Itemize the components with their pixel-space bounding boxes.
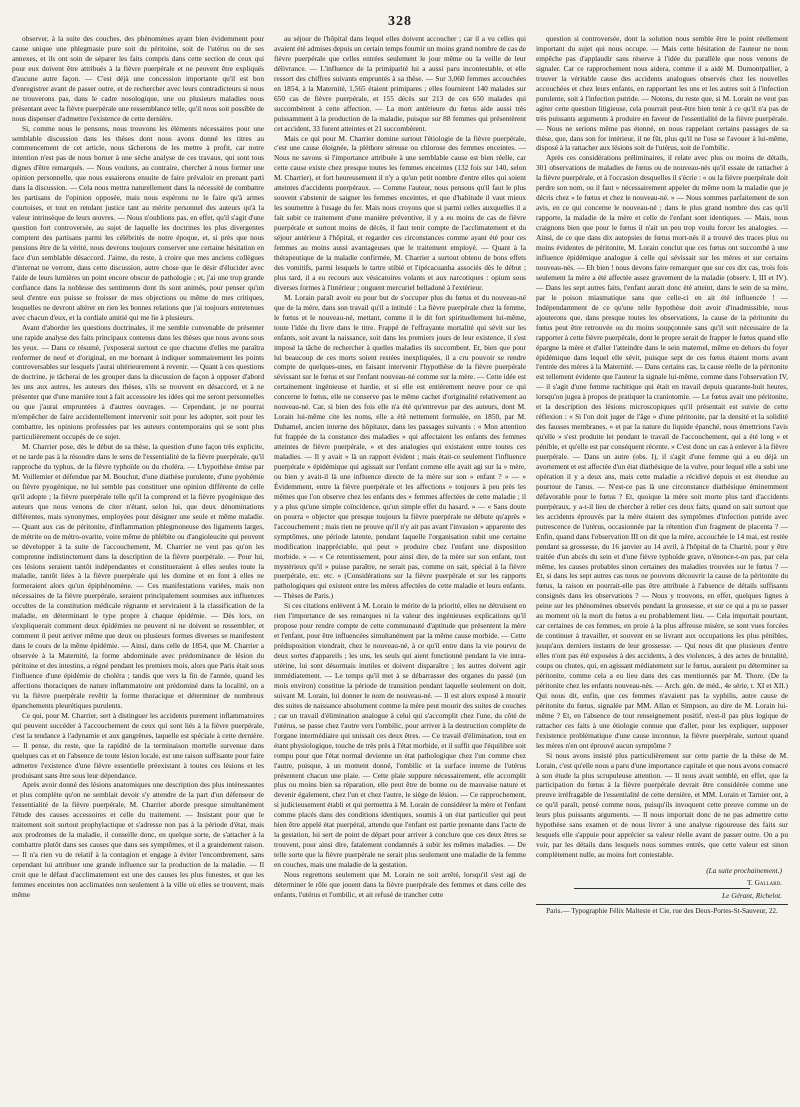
page-number: 328 xyxy=(388,14,412,29)
text-columns xyxy=(12,34,788,1102)
paragraph: Si nous avons insisté plus particulièrement sur cette partie de la thèse de M. Lorain, c'est qu'elle nous a paru d'une importance capitale et que nous avons consacré à son étude la plus scrupuleuse attention. — Il nous avait semblé, en effet, que la participation du fœtus à la fièvre puerpérale devrait être considérée comme une preuve irréfragable de l'essentialité de cette dernière, et MM. Lorain et Tarnier ont, à ce qu'il paraît, pensé comme nous, puisqu'ils invoquent cette preuve comme un de leurs plus puissants arguments. — Il nous importait donc de ne pas admettre cette hypothèse sans examen et de nous livrer à une analyse rigoureuse des faits sur lesquels elle s'appuie pour apprécier sa valeur réelle avant de passer outre. On a pu voir, par les détails dans lesquels nous sommes entrés, que cette valeur est sinon complètement nulle, au moins fort contestable. xyxy=(536,750,788,860)
paragraph: Si, comme nous le pensons, nous trouvons les éléments nécessaires pour une semblable discussion dans les thèses dont nous avons donné les titres au commencement de cet article, nous tâcherons de les mettre à profit, car notre intention n'est pas de nous borner à une sèche analyse de ces travaux, qui sont tous dignes d'être remarqués. — Nous voulons, au contraire, chercher à nous former une opinion personnelle, que nous essaierons ensuite de faire prévaloir en prenant parti dans la discussion. — Cela nous mettra naturellement dans la nécessité de combattre les partisans de l'opinion opposée, mais nous espérons ne le faire qu'à armes courtoises, et tout en rendant justice tant au mérite personnel des auteurs qu'à la valeur intrinsèque de leurs œuvres. — Nous n'oublions pas, en effet, qu'il s'agit d'une question fort controversée, au sujet de laquelle les doctrines les plus divergentes comptent des partisans parmi les célébrités de notre époque, et, si près que nous pensions être de la vérité, nous devrons toujours conserver une certaine hésitation en face d'un semblable désaccord. J'aime, du reste, à croire que mes anciens collègues d'internat ne verront, dans cette discussion, autre chose que le désir d'élucider avec l'aide de leurs lumières un point encore obscur de pathologie ; et, j'ai une trop grande confiance dans la noblesse des sentiments dont ils sont animés, pour penser qu'un seul d'entre eux puisse se froisser de mes objections ou même de mes critiques, lesquelles ne devront altérer en rien les bonnes relations que j'ai toujours entretenues avec chacun d'eux, et la cordiale amitié qui me lie à plusieurs. xyxy=(12,123,264,322)
printer-imprint: Paris.— Typographie Félix Malteste et Cie, rue des Deux-Portes-St-Sauveur, 22. xyxy=(536,904,788,917)
paragraph: Mais ce qui pour M. Charrier domine surtout l'étiologie de la fièvre puerpérale, c'est une cause éloignée, la pléthore séreuse ou chlorose des femmes enceintes. — Nous ne savons si l'importance attribuée à une semblable cause est bien réelle, car cette cause existe chez presque toutes les femmes enceintes (132 fois sur 140, selon M. Charrier), et fort heureusement il n'y a qu'un petit nombre d'entre elles qui soient atteintes d'accidents puerpéraux. — Comme l'auteur, nous pensons qu'il faut le plus souvent s'abstenir de saigner les femmes enceintes, et que d'habitude il vaut mieux les soumettre à l'usage du fer. Mais nous croyons que si parmi celles auxquelles il a fait subir ce traitement d'une manière préventive, il y a eu moins de cas de fièvre puerpérale et surtout moins de décès, il faut tenir compte de l'acclimatement et du séjour antérieur à l'hôpital, et regarder ces circonstances comme ayant été pour ces femmes au moins aussi avantageuses que le traitement employé. — Quant à la thérapeutique de la maladie confirmée, M. Charrier a surtout obtenu de bons effets des vomitifs, parmi lesquels le tartre stibié et l'ipécacuanha associés dès le début ; plus tard, il a eu recours aux vésicatoires volants et aux narcotiques : opium sous diverses formes à l'intérieur ; onguent mercuriel belladoné à l'extérieur. xyxy=(274,133,526,292)
article-footer xyxy=(536,866,788,917)
paragraph: observer, à la suite des couches, des phénomènes ayant bien évidemment pour cause unique une phlegmasie pure soit du péritoine, soit de l'utérus ou de ses annexes, et ils ont soin de séparer les faits compris dans cette section de ceux qui pour eux doivent être attribués à la fièvre puerpérale et ne peuvent être expliqués d'aucune autre façon. — C'est déjà une concession importante qu'il est bon d'enregistrer avant de passer outre, et de rechercher avec leurs contradicteurs si nous ne trouverons pas, dans le cadre nosologique, une ou plusieurs maladies nous présentant avec la fièvre puerpérale une ressemblance telle, qu'il nous soit possible de nous dispenser d'admettre l'existence de cette dernière. xyxy=(12,34,264,123)
paragraph: Avant d'aborder les questions doctrinales, il me semble convenable de présenter une rapide analyse des faits principaux contenus dans les thèses que nous avons sous les yeux. — Dans ce résumé, j'exposerai surtout ce que chacune d'elles me paraîtra renfermer de neuf et d'original, en me bornant à indiquer sommairement les points controversables sur lesquels j'aurai ultérieurement à revenir. — Quant à ces questions de doctrine, je tâcherai de les grouper dans la discussion de façon à opposer d'abord les uns aux autres, les auteurs des thèses, s'ils se trouvent en désaccord, et à ne présenter que d'une manière tout à fait accessoire les idées qui me seront personnelles ou que j'aurai empruntées à d'autres ouvrages. — Cependant, je ne pourrai m'empêcher de faire accidentellement intervenir soit pour les adopter, soit pour les combattre, les opinions professées par les auteurs contemporains qui se sont plus particulièrement occupés de ce sujet. xyxy=(12,322,264,442)
paragraph: Après ces considérations préliminaires, il relate avec plus ou moins de détails, 301 observations de maladies de fœtus ou de nouveau-nés qu'il essaie de rattacher à la fièvre puerpérale, et à l'occasion desquelles il s'écrie : « ou la fièvre puerpérale doit perdre son nom, ou il faut » nécessairement appeler du même nom la maladie que je décris chez » le fœtus et chez le nouveau-né. » — Nous sommes parfaitement de son avis, en ce qui concerne le nouveau-né ; dans le plus grand nombre des cas qu'il rapporte, la maladie de la mère et celle de l'enfant sont identiques. — Mais, nous craignons bien que pour le fœtus il n'ait un peu trop voulu forcer les analogies. — Ainsi, de ce que dans dix autopsies de fœtus mort-nés il a trouvé des traces plus ou moins évidentes de péritonite, M. Lorain conclut que ces fœtus ont succombé à une influence épidémique analogue à celle qui sévissait sur les mères et sur certains nouveau-nés. — Eh bien ! nous devons faire remarquer que sur ces dix cas, trois fois seulement la mère a été affectée assez gravement de la maladie (observ. I, III et IV). — Dans les sept autres faits, l'enfant aurait donc été atteint, dans le sein de sa mère, par le poison miasmatique sans que celle-ci en ait été influencée ! — Indépendamment de ce qu'une telle hypothèse doit avoir d'inadmissible, nous ajouterons que, dans presque toutes les observations, la cause de la péritonite du fœtus peut être retrouvée ou du moins soupçonnée sans qu'il soit nécessaire de la rapporter à cette fièvre puerpérale, dont le propre serait de frapper le fœtus quand elle épargne la mère et d'aller l'atteindre dans le sein maternel, même en dehors du foyer épidémique dans lequel elle sévit, puisque sept de ces fœtus étaient morts avant l'entrée des mères à la Maternité. — Dans certains cas, la cause réelle de la péritonite est tellement évidente que l'auteur la signale lui-même, comme dans l'observation IV, — il s'agit d'une femme rachitique qui était en travail depuis quarante-huit heures, lorsqu'on jugea à propos de pratiquer la craniotomie. — Le fœtus avait une péritonite, et la description des lésions microscopiques qu'il présentait est suivie de cette réflexion : « Si l'on doit juger de l'âge » d'une péritonite, par la densité et la solidité des fausses membranes, » et par la nature du liquide épanché, nous émettrions l'avis qu'elle » s'est produite lei pendant le travail de l'accouchement, qui a été long » et pénible, et qu'elle est par conséquent récente. » C'est donc un cas à enlever à la fièvre puerpérale. — Dans un autre (obs. I), il s'agit d'une femme qui a eu déjà un avortement et est affectée d'un état diathésique de la vulve, pour lequel elle a subi une opération il y a deux ans, mais cette maladie a récidivé depuis et est étendue au pourtour de l'anus. — N'est-ce pas là une circonstance diathésique éminemment défavorable pour le fœtus ? Et, quoique la mère soit morte plus tard d'accidents puerpéraux, y a-t-il lieu de chercher à relier ces deux faits, quand on sait surtout que les accidents éprouvés par la mère étaient des symptômes d'infection putride avec putrescence de l'utérus, occasionnée par la rétention d'un fragment de placenta ? — Enfin, quand dans l'observation III on dit que la mère, accouchée le 14 mai, est restée pendant sa grossesse, du 16 janvier au 14 avril, à l'hôpital de la Charité, pour y être traitée d'un abcès du sein et d'une fièvre typhoïde grave, n'énonce-t-on pas, par cela même, les causes probables sinon certaines des maladies trouvées sur le fœtus ? — Et, si dans les sept autres cas nous ne pouvons découvrir la cause de la péritonite du fœtus, la raison en pourrait-elle pas être attribuée à l'absence de détails suffisants consignés dans les observations ? — Nous y trouvons, en effet, quelques lignes à peine sur les phénomènes observés pendant la grossesse, et sur ce qui a pu se passer au moment où la mort du fœtus a eu probablement lieu. — Cela importait pourtant, car certaines de ces femmes, en proie à la plus affreuse misère, se sont vues forcées de continuer à travailler, et souvent en se livrant aux occupations les plus pénibles, jusqu'aux derniers instants de leur grossesse. — Qui nous dit que plusieurs d'entre elles n'ont pas été exposées à des accidents, à des violences, à des actes de brutalité, coups ou chutes, qui, en agissant médiatement sur le fœtus, auraient pu déterminer sa péritonite, comme cela a eu lieu dans des cas mentionnés par M. Thore. (De la péritonite chez les enfants nouveau-nés. — Arch. gén. de méd., 4e série, t. XI et XII.) Qui nous dit, enfin, que ces femmes n'avaient pas la syphilis, autre cause de péritonite du fœtus, signalée par MM. Allan et Simpson, au dire de M. Lorain lui-même ? Et, en l'absence de tout renseignement positif, n'est-il pas plus logique de rattacher ces faits à une étiologie connue que d'aller, pour les expliquer, supposer l'existence problématique d'une cause inconnue, la fièvre puerpérale, surtout quand les mères n'en ont éprouvé aucun symptôme ? xyxy=(536,153,788,750)
divider xyxy=(574,888,750,889)
paragraph: au séjour de l'hôpital dans lequel elles doivent accoucher ; car il a vu celles qui avaient été admises depuis un certain temps fournir un moins grand nombre de cas de fièvre puerpérale que celles entrées seulement le jour même ou la veille de leur délivrance. — L'influence de la primiparité lui a aussi paru incontestable, et elle ressort des chiffres suivants empruntés à sa thèse. — Sur 3,060 femmes accouchées en 1854, à la Maternité, 1,565 étaient primipares ; elles fournirent 140 malades sur 650 cas de fièvre puerpérale, et 155 décès sur 213 de ces 650 malades qui succombèrent à cette affection. — La mort antérieure du fœtus aide aussi très puissamment à la production de la maladie, puisque sur 88 femmes qui présentèrent cet accident, 33 furent atteintes et 21 succombèrent. xyxy=(274,34,526,133)
column-left xyxy=(12,34,264,1102)
paragraph: Ce qui, pour M. Charrier, sert à distinguer les accidents purement inflammatoires qui peuvent succéder à l'accouchement de ceux qui sont liés à la fièvre puerpérale, c'est la tendance à l'adynamie et aux gangrènes, laquelle est spéciale à cette dernière. — Il pense, du reste, que la rapidité de la terminaison mortelle survenue dans quelques cas et en l'absence de toute lésion locale, est une raison suffisante pour faire admettre l'existence d'une fièvre essentielle préexistant à toutes ces lésions et les produisant sans être sous leur dépendance. xyxy=(12,710,264,780)
paragraph: M. Charrier pose, dès le début de sa thèse, la question d'une façon très explicite, et ne tarde pas à la résoudre dans le sens de l'essentialité de la fièvre puerpérale, qu'il rapproche du typhus, de la fièvre typhoïde ou du choléra. — L'hypothèse émise par M. Voillemier et défendue par M. Bouchut, d'une diathèse purulente, d'une pyohémie ou fièvre pyogénique, ne lui semble pas constituer une opinion différente de celle qu'il adopte ; la fièvre puerpérale telle qu'il la comprend et la fièvre pyogénique des auteurs que nous venons de citer n'étant, selon lui, que deux dénominations différentes, mais synonymes, employées pour désigner une seule et même maladie. — Quant aux cas de péritonite, d'inflammation phlegmoneuse des ligaments larges, de métrite ou de métro-ovarite, voire même de phlébite ou d'angioleucite qui peuvent se développer à la suite de l'accouchement, M. Charrier ne veut pas qu'on les comprenne indistinctement dans la description de la fièvre puerpérale. — Pour lui, ces lésions seraient tantôt indépendantes et constitueraient à elles seules toute la maladie, tantôt liées à la fièvre puerpérale qui les domine et en font à elles ne formeraient alors qu'un épiphénomène. — Ces manifestations variées, mais non nécessaires de la fièvre puerpérale, seraient principalement soumises aux influences occultes de la constitution médicale régnante et serviraient à la classification de la maladie, en déterminant le type propre à chaque épidémie. — Dès lors, on s'expliquerait comment deux épidémies ne peuvent ni ne doivent se ressembler, et comment il peut arriver même que deux ou plusieurs formes diverses se manifestent dans le cours de la même épidémie. — Ainsi, dans celle de 1854, que M. Charrier a observée à la Maternité, la forme abdominale avec prédominance de lésion du péritoine et des intestins, a régné pendant les premiers mois, alors que Paris était sous l'influence d'une épidémie de choléra ; tandis que vers la fin de l'année, quand les affections thoraciques de nature inflammatoire ont prédominé dans la localité, on a vu la fièvre puerpérale revêtir la forme thoracique et déterminer de nombreux épanchements pleurétiques purulents. xyxy=(12,442,264,710)
manager-signature: Le Gérant, Richelot. xyxy=(722,891,782,901)
column-middle xyxy=(274,34,526,1102)
paragraph: question si controversée, dont la solution nous semble être le point réellement important du sujet qui nous occupe. — Mais cette hésitation de l'auteur ne nous empêche pas d'applaudir sans réserve à l'idée du parallèle que nous venons de signaler. Car ce rapprochement nous aidera, comme il a aidé M. Dumontpallier, à trouver la véritable cause des accidents analogues observés chez les nouvelles accouchées et chez leurs enfants, en rapportant les uns et les autres soit à l'infection purulente, soit à l'infection putride. — Notons, du reste que, si M. Lorain ne veut pas agiter cette question litigieuse, cela pourrait peut-être bien tenir à ce qu'il n'a pas de très puissants arguments à produire en faveur de l'essentialité de la fièvre puerpérale. — Nous ne serions même pas étonné, en nous rappelant certains passages de sa thèse, que, dans son for intérieur, il ne fût, plus qu'il ne l'ose se l'avouer à lui-même, disposé à la rattacher aux lésions soit de l'utérus, soit de l'ombilic. xyxy=(536,34,788,153)
paragraph: Nous regrettons seulement que M. Lorain ne soit arrêté, lorsqu'il s'est agi de déterminer le rôle que jouent dans la fièvre puerpérale des femmes et dans celle des enfants, l'utérus et l'ombilic, et ait refusé de trancher cette xyxy=(274,870,526,899)
column-right xyxy=(536,34,788,1102)
paragraph: M. Lorain paraît avoir eu pour but de s'occuper plus du fœtus et du nouveau-né que de la mère, dans son travail qu'il a intitulé : La fièvre puerpérale chez la femme, le fœtus et le nouveau-né, mettant, comme il le dit fort spirituellement lui-même, toute l'idée du livre dans le titre. Frappé de l'effrayante mortalité qui sévit sur les enfants, soit avant la naissance, soit dans les premiers jours de leur existence, il s'est imposé la tâche de rechercher à quelles maladies ils succombent. Et, bien que pour lui beaucoup de ces morts soient restées inexpliquées, il a cru pouvoir se rendre compte de quelques-unes, en faisant intervenir l'hypothèse de la fièvre puerpérale sévissant sur le fœtus et sur l'enfant nouveau-né comme sur la mère. — Cette idée est certainement ingénieuse et hardie, et si elle est entièrement neuve pour ce qui concerne le fœtus, elle ne conserve pas le même cachet d'originalité relativement au nouveau-né. Car, si bien des fois elle n'a été qu'entrevue par des auteurs, dont M. Lorain lui-même cite les noms, elle a été nettement formulée, en 1850, par M. Duhamel, ancien interne des hôpitaux, dans les passages suivants : « Mon attention fut frappée de la constance des maladies » qui affectaient les enfants des femmes atteintes de fièvre puerpérale, » et des analogies qui existaient entre toutes ces maladies. — Il y avait » là un rapport évident ; mais était-ce seulement l'influence puerpérale » épidémique qui agissait sur l'enfant comme elle avait agi sur la » mère, ou bien y avait-il là une influence directe de la mère sur son » enfant ? » — » Évidemment, entre la fièvre puerpérale et les affections » toujours à peu près les mêmes que l'on observe chez les enfants des » femmes affectées de cette maladie ; il y a plus qu'une simple coïncidence, qu'un simple effet du hasard. » — « Sans doute on pourra » objecter que presque toujours la fièvre puerpérale ne débute qu'après » l'accouchement ; mais rien ne prouve qu'il n'y ait pas avant l'invasion » apparente des symptômes, une période latente, pendant laquelle l'organisation subit une certaine modification inappréciable, qui peut » produire chez l'enfant une disposition morbide. » — « Ce retentissement, pour ainsi dire, de la mère sur son enfant, tout mystérieux qu'il » puisse paraître, ne serait pas, comme on sait, spécial à la fièvre puerpérale, etc. etc. » (Considérations sur la fièvre puerpérale et sur les rapports pathologiques qui existent entre les mères affectées de cette maladie et leurs enfants. — Thèses de Paris.) xyxy=(274,292,526,601)
article-author: T. Gallard. xyxy=(746,878,782,888)
paragraph: Après avoir donné des lésions anatomiques une description des plus intéressantes et plus complète qu'on ne semblait devoir s'y attendre de la part d'un défenseur de l'essentialité de la fièvre puerpérale, M. Charrier aborde presque simultanément l'étude des causes accessoires et celle du traitement. — Insistant pour que le traitement soit surtout prophylactique et s'adresse non pas à la période d'état, mais aux prodromes de la maladie, il conseille donc, en quelque sorte, de s'attacher à la combattre plutôt dans ses causes que dans ses symptômes, et il a grandement raison. — Il n'a rien vu de relatif à la contagion et engage à éviter l'encombrement, sans cependant lui attribuer une grande influence sur la production de la maladie. — Il croit que le défaut d'acclimatement est une des causes les plus funestes, et que les femmes enceintes non acclimatées non seulement à la ville où elles se trouvent, mais même xyxy=(12,780,264,899)
to-be-continued: (La suite prochainement.) xyxy=(706,866,782,876)
paragraph: Si ces citations enlèvent à M. Lorain le mérite de la priorité, elles ne détruisent en rien l'importance de ses remarques ni la valeur des ingénieuses explications qu'il propose pour rendre compte de cette communauté d'aptitude que présentent la mère et l'enfant, pour être influencées simultanément par la même cause morbide. — Cette prédisposition viendrait, chez le nouveau-né, à ce qu'il entre dans la vie pourvu de deux sortes d'appareils ; les uns, les seuls qui aient fonctionné pendant la vie intra-utérine, lui sont désormais inutiles et doivent disparaître ; les autres doivent agir immédiatement. — Le temps qu'il met à se débarrasser des organes du passé (un mois environ) constitue la période de transition pendant laquelle seulement on doit, suivant M. Lorain, lui donner le nom de nouveau-né. — Il est alors exposé à mourir des suites de naissance absolument comme la mère peut mourir des suites de couches ; car un travail d'élimination analogue à celui qui s'accomplit chez l'une, du côté de l'utérus, se passe chez l'autre vers l'ombilic, pour arriver à la destruction complète de l'organe intermédiaire qui unissait ces deux êtres. — Ce travail d'élimination, tout en étant physiologique, touche de très près à l'état morbide, et il suffit que l'équilibre soit rompu pour que l'état normal devienne un état pathologique chez l'un comme chez l'autre, puisque, à un moment donné, l'ombilic et la surface interne de l'utérus présentent chacun une plaie. — Cette plaie suppure nécessairement, elle accomplit plus ou moins bien sa réparation, elle peut être de bonne ou de mauvaise nature et devenir également, chez l'un et chez l'autre, le siège de lésion. — Ce rapprochement, si judicieusement établi et qui permettra à M. Lorain de considérer la mère et l'enfant comme placés dans des conditions identiques, soumis à un état particulier qui peut bien être appelé état puerpéral, attendu que l'enfant est partie prenante dans l'acte de la gestation, lui sert de point de départ pour arriver à conclure que ces deux êtres se trouvent, pour ainsi dire, fatalement condamnés à subir les mêmes maladies. — De telle sorte que la fièvre puerpérale ne serait plus seulement une maladie de la femme en couches, mais une maladie de la gestation. xyxy=(274,601,526,870)
